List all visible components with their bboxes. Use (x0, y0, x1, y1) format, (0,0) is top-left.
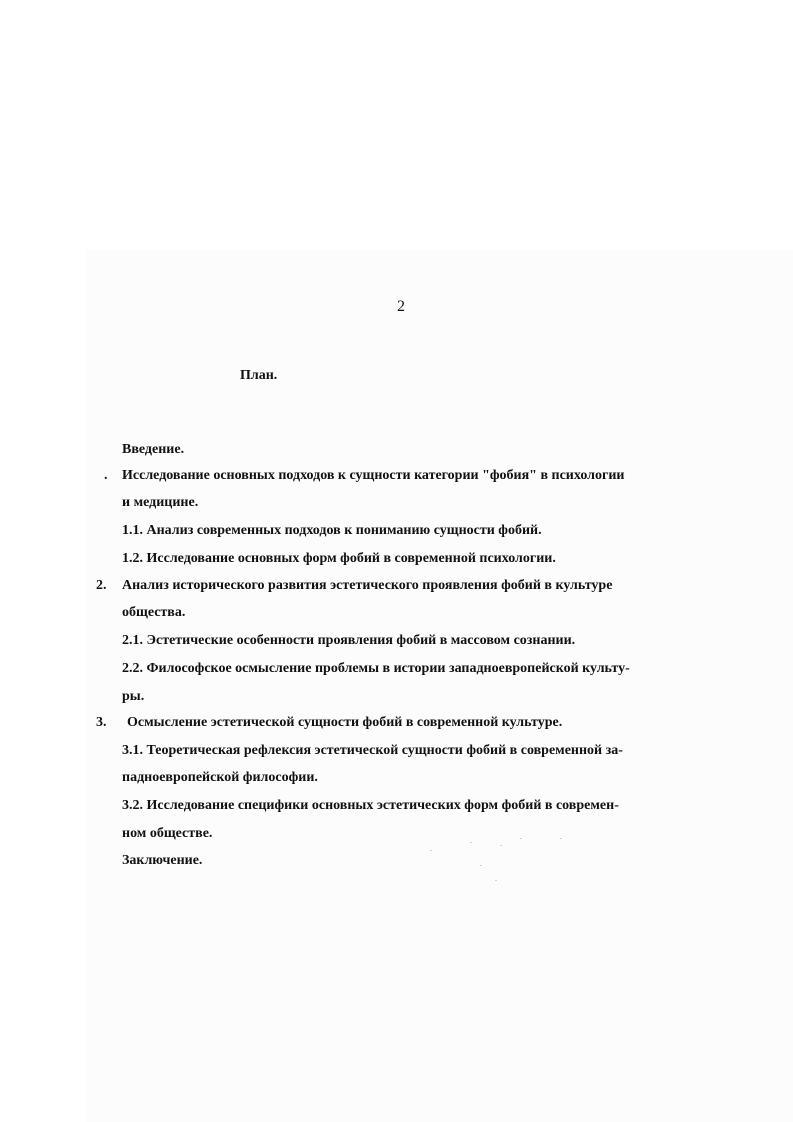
toc-conclusion: Заключение. (122, 853, 203, 868)
toc-subsection-1-1: 1.1. Анализ современных подходов к пониманию сущности фобий. (122, 523, 542, 538)
plan-title: План. (240, 368, 278, 383)
page-number: 2 (397, 298, 405, 315)
speckle (430, 850, 432, 851)
toc-section-1-title: Исследование основных подходов к сущности категории "фобия" в психологии (122, 468, 625, 483)
speckle (470, 842, 472, 843)
page-top-margin (0, 0, 793, 250)
toc-subsection-1-2: 1.2. Исследование основных форм фобий в современной психологии. (122, 551, 556, 566)
speckle (480, 865, 482, 866)
toc-subsection-3-1-cont: падноевропейской философии. (122, 770, 318, 785)
toc-subsection-2-1: 2.1. Эстетические особенности проявления фобий в массовом сознании. (122, 633, 576, 648)
speckle (495, 880, 497, 881)
toc-section-3-title: Осмысление эстетической сущности фобий в современной культуре. (127, 715, 563, 730)
toc-section-2-title: Анализ исторического развития эстетического проявления фобий в культуре (122, 578, 613, 593)
toc-subsection-2-2: 2.2. Философское осмысление проблемы в истории западноевропейской культу- (122, 661, 630, 676)
scanned-page-area (86, 250, 793, 1122)
toc-subsection-3-2: 3.2. Исследование специфики основных эстетических форм фобий в современ- (122, 798, 619, 813)
speckle (560, 838, 562, 839)
toc-section-3-number: 3. (96, 715, 107, 730)
toc-subsection-3-2-cont: ном обществе. (122, 826, 213, 841)
toc-introduction: Введение. (122, 442, 185, 457)
toc-section-2-number: 2. (96, 578, 107, 593)
toc-section-2-title-cont: общества. (122, 605, 186, 620)
speckle (520, 838, 522, 839)
speckle (500, 845, 502, 846)
toc-section-1-title-cont: и медицине. (122, 495, 199, 510)
toc-section-1-number: . (104, 468, 108, 483)
toc-subsection-3-1: 3.1. Теоретическая рефлексия эстетической сущности фобий в современной за- (122, 743, 623, 758)
toc-subsection-2-2-cont: ры. (122, 689, 145, 704)
